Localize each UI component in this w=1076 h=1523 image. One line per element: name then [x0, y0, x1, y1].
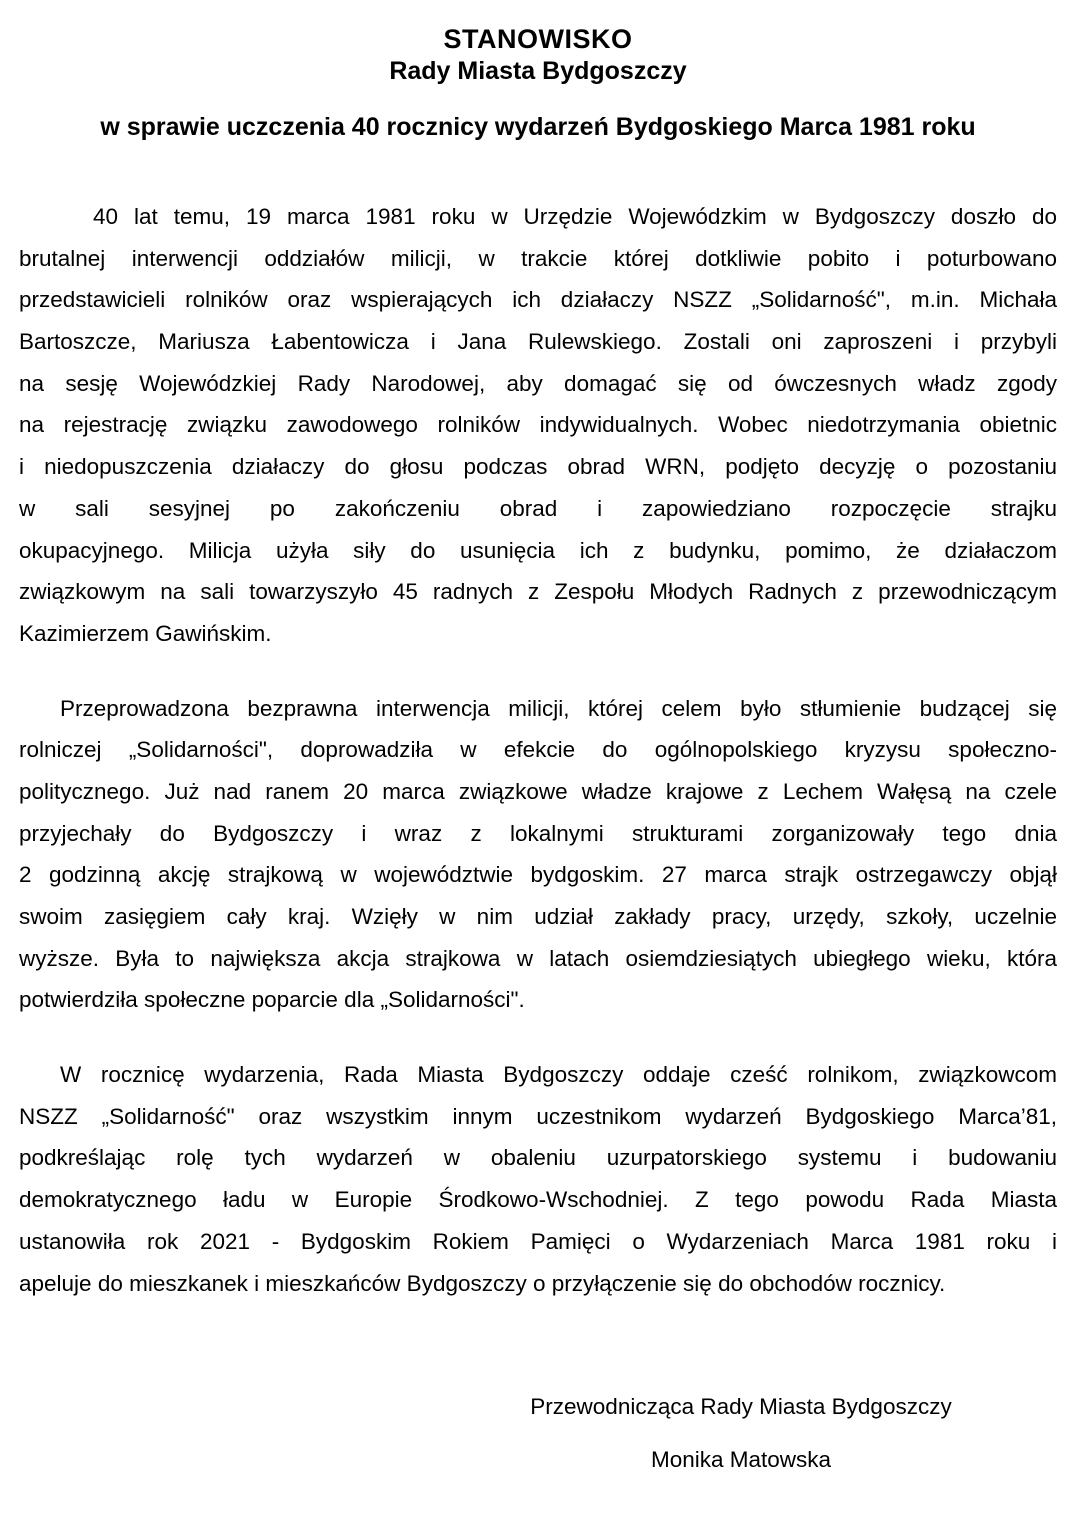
text-line: przyjechały do Bydgoszczy i wraz z lokalnymi strukturami zorganizowały tego dnia: [19, 820, 1057, 846]
text-line: związkowym na sali towarzyszyło 45 radnych z Zespołu Młodych Radnych z przewodniczącym: [19, 579, 1057, 605]
text-line: 40 lat temu, 19 marca 1981 roku w Urzędzie Wojewódzkim w Bydgoszczy doszło do: [93, 204, 1057, 229]
text-line: swoim zasięgiem cały kraj. Wzięły w nim udział zakłady pracy, urzędy, szkoły, uczelnie: [19, 904, 1057, 929]
text-line: w sali sesyjnej po zakończeniu obrad i zapowiedziano rozpoczęcie strajku: [19, 495, 1057, 521]
paragraph-1: [19, 196, 1057, 655]
text-line: rolniczej „Solidarności", doprowadziła w efekcie do ogólnopolskiego kryzysu społeczno-: [19, 737, 1057, 763]
document-body: [19, 196, 1057, 1304]
signature-role: Przewodnicząca Rady Miasta Bydgoszczy: [530, 1394, 952, 1420]
text-line: na rejestrację związku zawodowego rolników indywidualnych. Wobec niedotrzymania obietnic: [19, 412, 1057, 438]
text-line: W rocznicę wydarzenia, Rada Miasta Bydgoszczy oddaje cześć rolnikom, związkowcom: [60, 1062, 1057, 1088]
text-line: demokratycznego ładu w Europie Środkowo-Wschodniej. Z tego powodu Rada Miasta: [19, 1187, 1057, 1213]
text-line: i niedopuszczenia działaczy do głosu podczas obrad WRN, podjęto decyzję o pozostaniu: [19, 454, 1057, 480]
text-line: wyższe. Była to największa akcja strajkowa w latach osiemdziesiątych ubiegłego wieku, która: [19, 945, 1057, 971]
document-header: [19, 24, 1057, 142]
text-line: podkreślając rolę tych wydarzeń w obaleniu uzurpatorskiego systemu i budowaniu: [19, 1145, 1057, 1171]
text-line: Kazimierzem Gawińskim.: [19, 620, 272, 646]
text-line: okupacyjnego. Milicja użyła siły do usunięcia ich z budynku, pomimo, że działaczom: [19, 537, 1057, 563]
text-line: brutalnej interwencji oddziałów milicji, w trakcie której dotkliwie pobito i poturbowano: [19, 245, 1057, 271]
text-line: na sesję Wojewódzkiej Rady Narodowej, aby domagać się od ówczesnych władz zgody: [19, 370, 1057, 396]
document-subject: w sprawie uczczenia 40 rocznicy wydarzeń Bydgoskiego Marca 1981 roku: [100, 113, 976, 141]
text-line: ustanowiła rok 2021 - Bydgoskim Rokiem Pamięci o Wydarzeniach Marca 1981 roku i: [19, 1228, 1057, 1254]
signature-name: Monika Matowska: [650, 1447, 832, 1473]
text-line: politycznego. Już nad ranem 20 marca związkowe władze krajowe z Lechem Wałęsą na czele: [19, 778, 1057, 804]
text-line: apeluje do mieszkanek i mieszkańców Bydgoszczy o przyłączenie się do obchodów rocznicy.: [19, 1270, 946, 1296]
text-line: potwierdziła społeczne poparcie dla „Solidarności".: [19, 987, 525, 1013]
signature-block: [461, 1386, 1021, 1481]
paragraph-3: [19, 1054, 1057, 1304]
text-line: Przeprowadzona bezprawna interwencja milicji, której celem było stłumienie budzącej się: [60, 695, 1057, 721]
text-line: 2 godzinną akcję strajkową w województwie bydgoskim. 27 marca strajk ostrzegawczy objął: [19, 862, 1057, 888]
paragraph-2: [19, 688, 1057, 1022]
text-line: przedstawicieli rolników oraz wspierających ich działaczy NSZZ „Solidarność", m.in. Michała: [19, 287, 1057, 313]
document-title: STANOWISKO: [443, 24, 633, 54]
text-line: Bartoszcze, Mariusza Łabentowicza i Jana Rulewskiego. Zostali oni zaproszeni i przybyli: [19, 329, 1057, 355]
document-issuer: Rady Miasta Bydgoszczy: [389, 57, 687, 85]
text-line: NSZZ „Solidarność" oraz wszystkim innym uczestnikom wydarzeń Bydgoskiego Marca’81,: [19, 1103, 1057, 1129]
